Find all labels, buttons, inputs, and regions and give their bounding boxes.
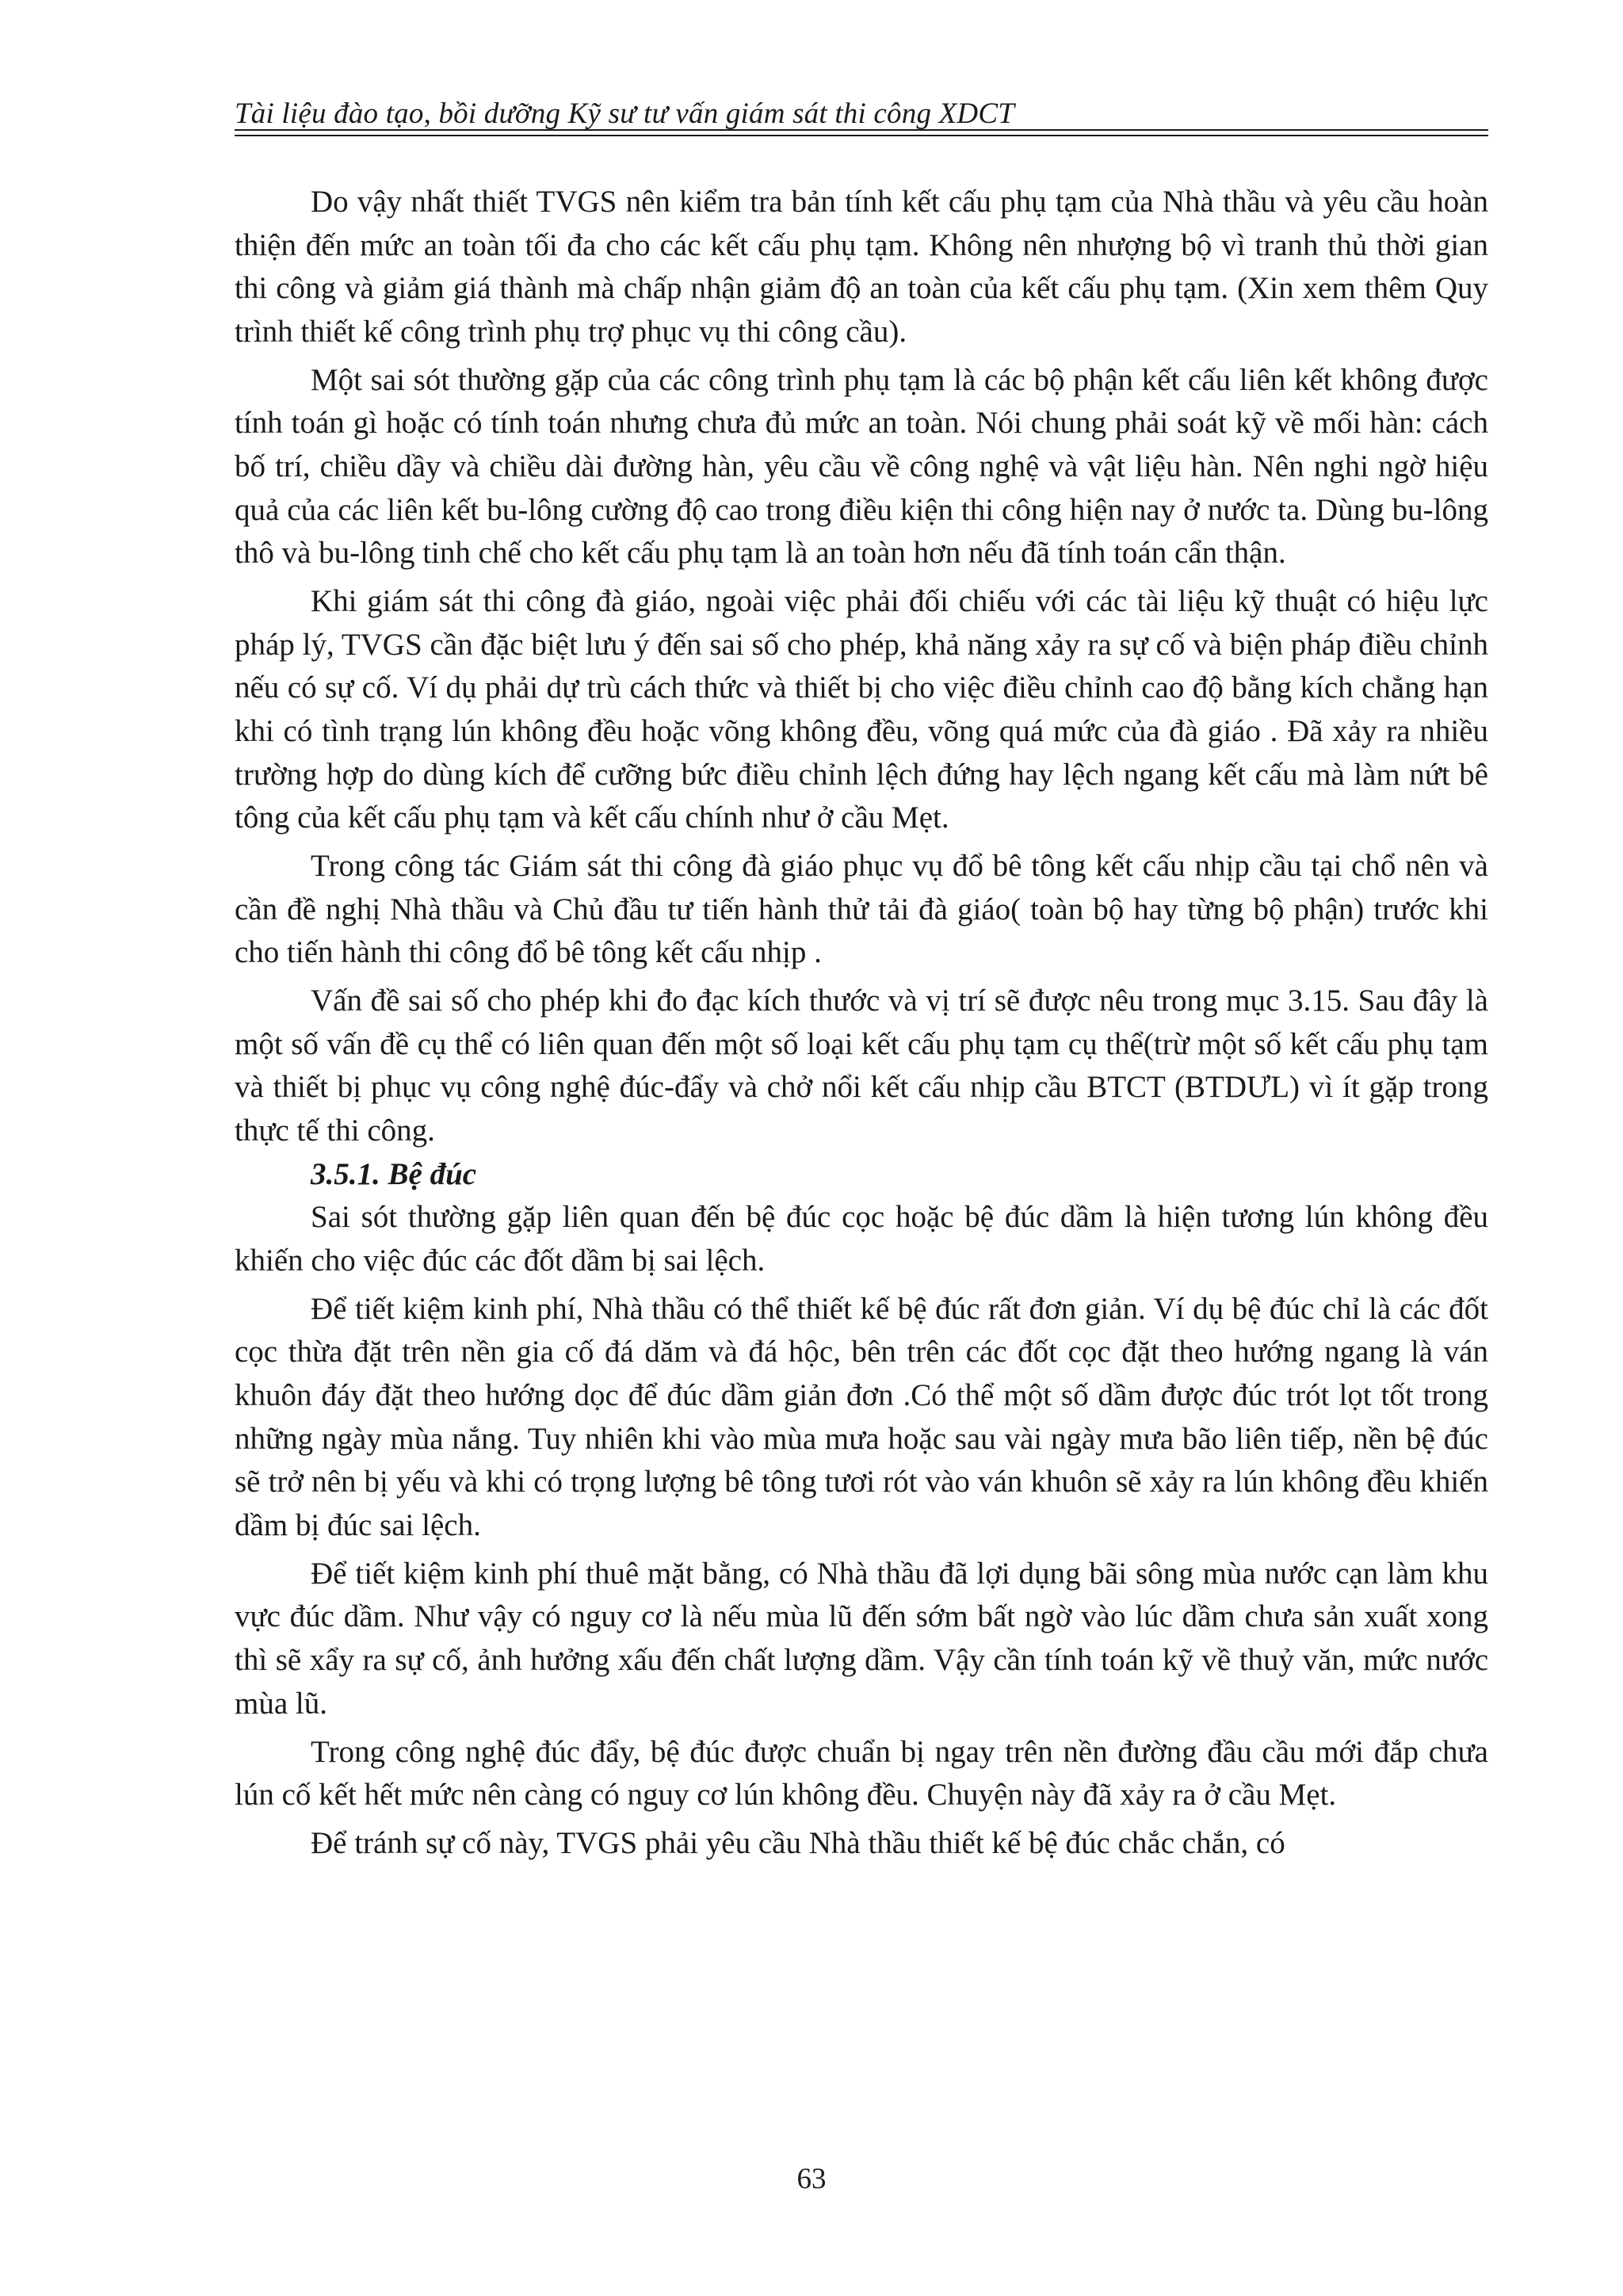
body-paragraph: Một sai sót thường gặp của các công trình phụ tạm là các bộ phận kết cấu liên kết không được tính toán gì hoặc có tính toán nhưng chưa đủ mức an toàn. Nói chung phải soát kỹ về mối hàn: cách bố trí, chiều dầy và chiều dài đường hàn, yêu cầu về công nghệ và vật liệu hàn. Nên nghi ngờ hiệu quả của các liên kết bu-lông cường độ cao trong điều kiện thi công hiện nay ở nước ta. Dùng bu-lông thô và bu-lông tinh chế cho kết cấu phụ tạm là an toàn hơn nếu đã tính toán cẩn thận. — [235, 362, 1488, 571]
section-paragraph: Sai sót thường gặp liên quan đến bệ đúc cọc hoặc bệ đúc dầm là hiện tương lún không đều khiến cho việc đúc các đốt dầm bị sai lệch. — [235, 1200, 1488, 1278]
header-rule-bottom — [235, 135, 1488, 136]
section-heading: 3.5.1. Bệ đúc — [311, 1156, 477, 1191]
running-header — [235, 97, 1488, 132]
page-number: 63 — [796, 2163, 827, 2195]
section-paragraph: Để tiết kiệm kinh phí thuê mặt bằng, có Nhà thầu đã lợi dụng bãi sông mùa nước cạn làm khu vực đúc dầm. Như vậy có nguy cơ là nếu mùa lũ đến sớm bất ngờ vào lúc dầm chưa sản xuất xong thì sẽ xẩy ra sự cố, ảnh hưởng xấu đến chất lượng dầm. Vậy cần tính toán kỹ về thuỷ văn, mức nước mùa lũ. — [235, 1556, 1488, 1721]
body-paragraph: Vấn đề sai số cho phép khi đo đạc kích thước và vị trí sẽ được nêu trong mục 3.15. Sau đây là một số vấn đề cụ thể có liên quan đến một số loại kết cấu phụ tạm cụ thể(trừ một số kết cấu phụ tạm và thiết bị phục vụ công nghệ đúc-đẩy và chở nổi kết cấu nhịp cầu BTCT (BTDƯL) vì ít gặp trong thực tế thi công. — [235, 984, 1488, 1148]
section-paragraph: Để tiết kiệm kinh phí, Nhà thầu có thể thiết kế bệ đúc rất đơn giản. Ví dụ bệ đúc chỉ là các đốt cọc thừa đặt trên nền gia cố đá dăm và đá hộc, bên trên các đốt cọc đặt theo hướng ngang là ván khuôn đáy đặt theo hướng dọc để đúc dầm giản đơn .Có thể một số dầm được đúc trót lọt tốt trong những ngày mùa nắng. Tuy nhiên khi vào mùa mưa hoặc sau vài ngày mưa bão liên tiếp, nền bệ đúc sẽ trở nên bị yếu và khi có trọng lượng bê tông tươi rót vào ván khuôn sẽ xảy ra lún không đều khiến dầm bị đúc sai lệch. — [235, 1291, 1488, 1542]
body-paragraph: Do vậy nhất thiết TVGS nên kiểm tra bản tính kết cấu phụ tạm của Nhà thầu và yêu cầu hoàn thiện đến mức an toàn tối đa cho các kết cấu phụ tạm. Không nên nhượng bộ vì tranh thủ thời gian thi công và giảm giá thành mà chấp nhận giảm độ an toàn của kết cấu phụ tạm. (Xin xem thêm Quy trình thiết kế công trình phụ trợ phục vụ thi công cầu). — [235, 185, 1488, 349]
section-paragraph: Để tránh sự cố này, TVGS phải yêu cầu Nhà thầu thiết kế bệ đúc chắc chắn, có — [311, 1826, 1285, 1861]
body-paragraph: Khi giám sát thi công đà giáo, ngoài việc phải đối chiếu với các tài liệu kỹ thuật có hiệu lực pháp lý, TVGS cần đặc biệt lưu ý đến sai số cho phép, khả năng xảy ra sự cố và biện pháp điều chỉnh nếu có sự cố. Ví dụ phải dự trù cách thức và thiết bị cho việc điều chỉnh cao độ bằng kích chẳng hạn khi có tình trạng lún không đều hoặc võng không đều, võng quá mức của đà giáo . Đã xảy ra nhiều trường hợp do dùng kích để cưỡng bức điều chỉnh lệch đứng hay lệch ngang kết cấu mà làm nứt bê tông của kết cấu phụ tạm và kết cấu chính như ở cầu Mẹt. — [235, 584, 1488, 835]
section-paragraph: Trong công nghệ đúc đẩy, bệ đúc được chuẩn bị ngay trên nền đường đầu cầu mới đắp chưa lún cố kết hết mức nên càng có nguy cơ lún không đều. Chuyện này đã xảy ra ở cầu Mẹt. — [235, 1734, 1488, 1813]
page-body — [235, 181, 1488, 1866]
header-title: Tài liệu đào tạo, bồi dưỡng Kỹ sư tư vấn giám sát thi công XDCT — [235, 97, 1014, 130]
body-paragraph: Trong công tác Giám sát thi công đà giáo phục vụ đổ bê tông kết cấu nhịp cầu tại chổ nên và cần đề nghị Nhà thầu và Chủ đầu tư tiến hành thử tải đà giáo( toàn bộ hay từng bộ phận) trước khi cho tiến hành thi công đổ bê tông kết cấu nhịp . — [235, 849, 1488, 970]
header-rule-top — [235, 129, 1488, 131]
